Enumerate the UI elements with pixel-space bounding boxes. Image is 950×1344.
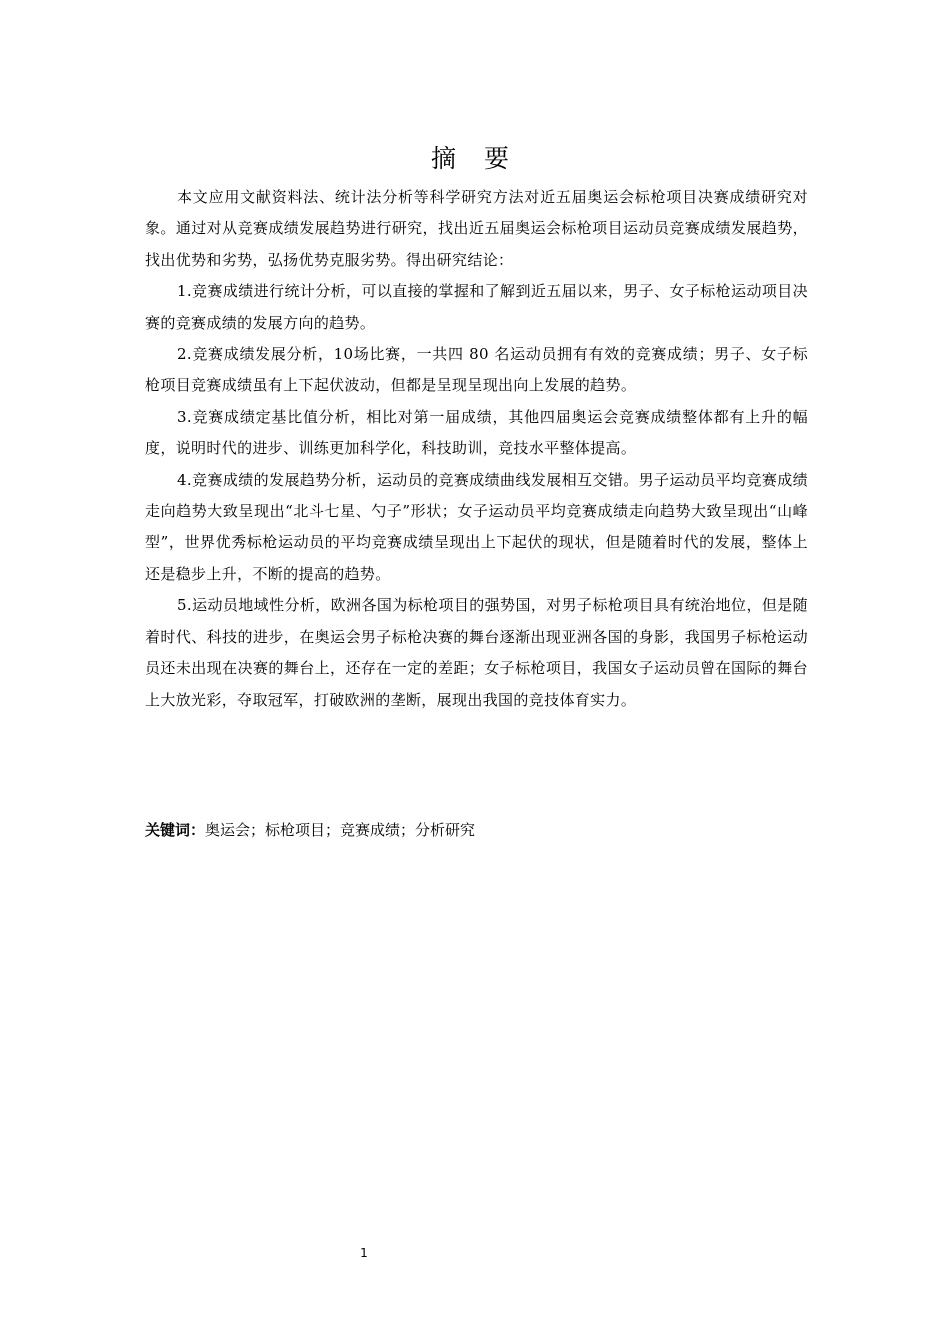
keywords-line [145, 818, 475, 842]
abstract-paragraph-conclusion-2: 2.竞赛成绩发展分析，10场比赛，一共四 80 名运动员拥有有效的竞赛成绩；男子、女子标枪项目竞赛成绩虽有上下起伏波动，但都是呈现呈现出向上发展的趋势。 [145, 345, 808, 395]
keywords-text: 奥运会；标枪项目；竞赛成绩；分析研究 [205, 821, 476, 839]
keywords-label: 关键词： [145, 821, 206, 839]
abstract-body [145, 182, 808, 716]
abstract-paragraph-conclusion-3: 3.竞赛成绩定基比值分析，相比对第一届成绩，其他四届奥运会竞赛成绩整体都有上升的幅度，说明时代的进步、训练更加科学化，科技助训，竞技水平整体提高。 [145, 407, 808, 458]
abstract-paragraph-intro: 本文应用文献资料法、统计法分析等科学研究方法对近五届奥运会标枪项目决赛成绩研究对象。通过对从竞赛成绩发展趋势进行研究，找出近五届奥运会标枪项目运动员竞赛成绩发展趋势，找出优势和劣势，弘扬优势克服劣势。得出研究结论： [145, 188, 808, 269]
page-number: 1 [360, 1246, 368, 1260]
abstract-title: 摘 要 [431, 144, 519, 173]
abstract-paragraph-conclusion-1: 1.竞赛成绩进行统计分析，可以直接的掌握和了解到近五届以来，男子、女子标枪运动项目决赛的竞赛成绩的发展方向的趋势。 [145, 282, 808, 332]
abstract-paragraph-conclusion-4: 4.竞赛成绩的发展趋势分析，运动员的竞赛成绩曲线发展相互交错。男子运动员平均竞赛成绩走向趋势大致呈现出“北斗七星、勺子”形状；女子运动员平均竞赛成绩走向趋势大致呈现出“山峰型”，世界优秀标枪运动员的平均竞赛成绩呈现出上下起伏的现状，但是随着时代的发展，整体上还是稳步上升，不断的提高的趋势。 [145, 470, 808, 583]
abstract-paragraph-conclusion-5: 5.运动员地域性分析，欧洲各国为标枪项目的强势国，对男子标枪项目具有统治地位，但是随着时代、科技的进步，在奥运会男子标枪决赛的舞台逐渐出现亚洲各国的身影，我国男子标枪运动员还未出现在决赛的舞台上，还存在一定的差距；女子标枪项目，我国女子运动员曾在国际的舞台上大放光彩，夺取冠军，打破欧洲的垄断，展现出我国的竞技体育实力。 [145, 596, 808, 709]
